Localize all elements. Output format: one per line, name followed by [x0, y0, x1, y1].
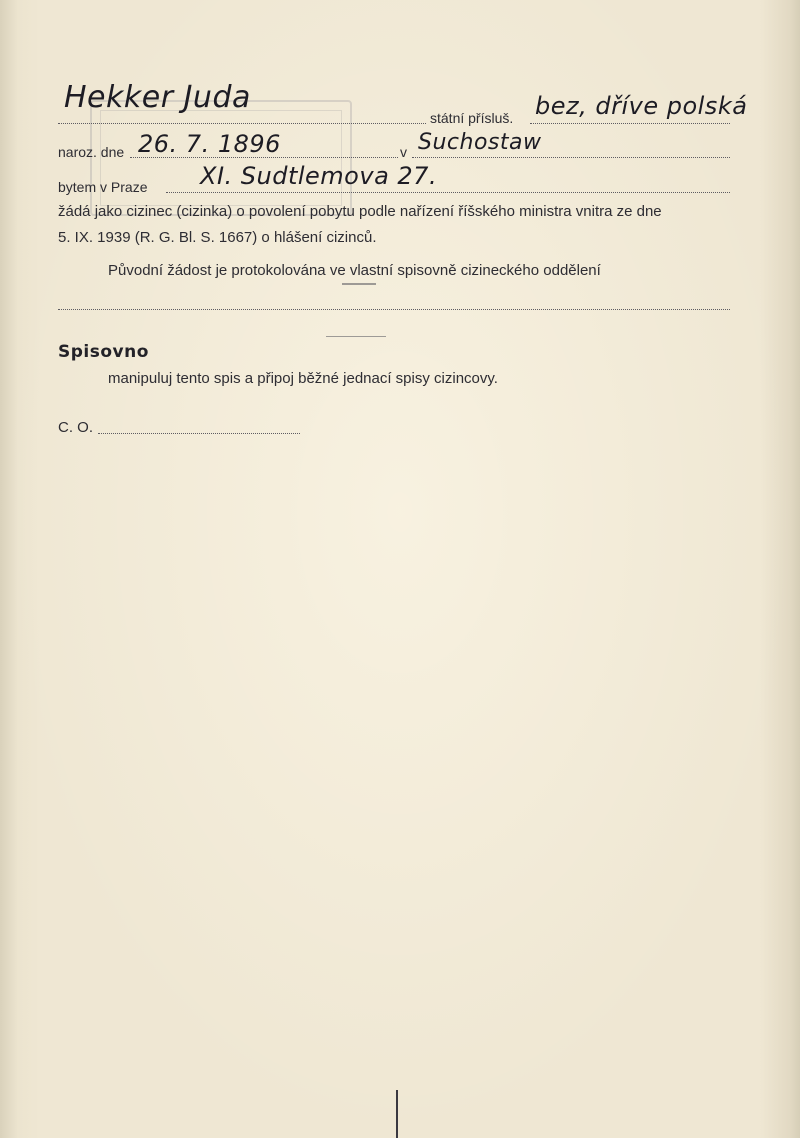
citizenship-handwritten: bez, dříve polská — [535, 92, 748, 120]
co-label: C. O. — [58, 419, 94, 436]
born-date-handwritten: 26. 7. 1896 — [138, 130, 281, 158]
born-label: naroz. dne — [58, 144, 125, 160]
original-request-text: Původní žádost je protokolována ve vlastní spisovně cizineckého oddělení — [108, 262, 601, 279]
name-dotted-line — [58, 123, 426, 124]
co-dotted-line — [98, 433, 300, 434]
citizenship-dotted-line — [530, 123, 730, 124]
short-rule — [326, 336, 386, 337]
request-text-line1: žádá jako cizinec (cizinka) o povolení pobytu podle nařízení říšského ministra vnitra ze dne — [58, 203, 662, 220]
faded-stamp — [90, 100, 352, 216]
born-place-handwritten: Suchostaw — [418, 130, 542, 155]
section-dotted-separator — [58, 309, 730, 310]
request-text-line2: 5. IX. 1939 (R. G. Bl. S. 1667) o hlášení cizinců. — [58, 229, 377, 246]
underline-mark — [342, 283, 376, 285]
born-place-dotted-line — [412, 157, 730, 158]
residence-handwritten: XI. Sudtlemova 27. — [200, 162, 438, 190]
residence-label: bytem v Praze — [58, 179, 148, 195]
residence-dotted-line — [166, 192, 730, 193]
staple-mark — [396, 1090, 398, 1138]
spisovna-instruction: manipuluj tento spis a připoj běžné jednací spisy cizincovy. — [108, 370, 498, 387]
born-in-label: v — [400, 144, 407, 160]
name-handwritten: Hekker Juda — [64, 80, 251, 115]
spisovna-heading: Spisovno — [58, 342, 149, 362]
citizenship-label: státní přísluš. — [430, 110, 514, 126]
